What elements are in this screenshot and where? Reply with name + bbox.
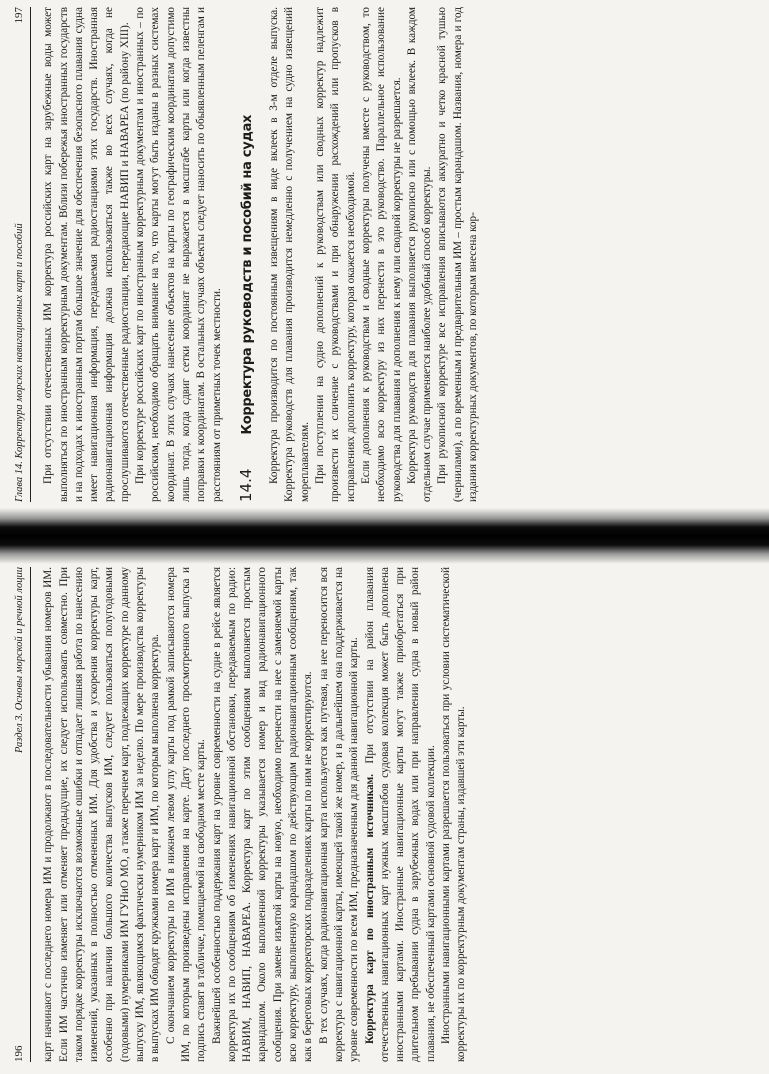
running-title: Глава 14. Корректура морских навигационных карт и пособий [14,223,25,502]
page-196 [12,567,752,1062]
paragraph: Корректура руководств для плавания выполняется рукописно или с помощью вклеек. В каждом отдельном случае применяется наиболее удобный способ корректуры. [405,7,434,502]
page-number: 197 [13,7,25,24]
section-number: 14.4 [236,468,255,502]
paragraph: С окончанием корректуры по ИМ в нижнем левом углу карты под рамкой записываются номера ИМ, по которым произведены исправления на карте. Дату последнего просмотренного выпуска и подпись ставят в табличке, помещаемой на свободном месте карты. [164,567,208,1062]
section-heading [236,7,255,502]
paragraph: В тех случаях, когда радионавигационная карта используется как путевая, на нее переносится вся корректура с навигационной карты, имеющей такой же номер, и в дальнейшем она поддерживается на уровне современности по всем ИМ, предназначенным для данной навигационной карты. [317,567,361,1062]
page-header [12,7,31,502]
paragraph: Корректура производится по постоянным извещениям в виде вклеек в 3-м отделе выпуска. Корректура руководств для плавания производится немедленно с получением на судно извещений мореплавателям. [268,7,311,502]
paragraph: Если дополнения к руководствам и сводные корректуры получены вместе с руководством, то необходимо всю корректуру из них перенести в это руководство. Параллельное использование руководства для плавания и дополнения к нему или сводной корректуры не разрешается. [359,7,403,502]
paragraph: Иностранными навигационными картами разрешается пользоваться при условии систематической корректуры их по корректурным документам страны, издавшей эти карты. [440,567,468,1062]
paragraph: карт начинают с последнего номера ИМ и продолжают в последовательности убывания номеров ИМ. Если ИМ частично изменяет или отменяет предыдущие, их следует использовать совместно. При таком порядке корректуры исключаются возможные ошибки и отпадает лишняя работа по нанесению изменений, указанных в полностью отмененных ИМ. Для удобства и ускорения корректуры карт, особенно при наличии большого количества выпусков ИМ, следует пользоваться полугодовыми (годовыми) нумерниками ИМ ГУНиО МО, а также перечнем карт, подлежащих корректуре по данному выпуску ИМ, являющимся фактически нумерником ИМ за неделю. По мере производства корректуры в выпусках ИМ обводят кружками номера карт и ИМ, по которым выполнена корректура. [42,567,162,1062]
paragraph: При отсутствии отечественных ИМ корректура российских карт на зарубежные воды может выполняться по иностранным корректурным документам. Вблизи побережья иностранных государств и на подходах к иностранным портам большое значение для обеспечения безопасного плавания судна имеет навигационная информация, передаваемая радиостанциями этих государств. Иностранная радионавигационная информация должна использоваться также во всех случаях, когда не прослушиваются отечественные радиостанции, передающие НАВИП и НАВАРЕА (по району XIII). [42,7,131,502]
page-header [12,567,31,1062]
runin-heading: Корректура карт по иностранным источникам. [363,773,376,1044]
section-title: Корректура руководств и пособий на судах [239,114,255,435]
page-197 [12,7,752,502]
paragraph: При поступлении на судно дополнений к руководствам или сводных корректур надлежит произвести их сличение с руководствами и при обнаружении расхождений или пропусков в исправлениях дополнить корректуру, которая окажется необходимой. [314,7,357,502]
paragraph: При корректуре российских карт по иностранным корректурным документам и иностранных – по российским, необходимо обращать внимание на то, что карты могут быть изданы в разных системах координат. В этих случаях нанесение объектов на карты по географическим координатам допустимо лишь тогда, когда сдвиг сетки координат не выражается в масштабе карты или когда известны поправки к координатам. В остальных случаях объекты следует наносить по обыявленным пеленгам и расстояниям от приметных точек местности. [134,7,223,502]
paragraph: Важнейшей особенностью поддержания карт на уровне современности на судне в рейсе является корректура их по сообщениям об изменениях навигационной обстановки, передаваемым по радио: НАВИМ, НАВИП, НАВАРЕА. Корректура карт по этим сообщениям выполняется простым карандашом. Около выполненной корректуры указывается номер и вид радионавигационного сообщения. При замене изъятой карты на новую, необходимо перенести на нее с заменяемой карты всю корректуру, выполненную карандашом по действующим радионавигационным сообщениям, так как в береговых корректорских подразделениях карты по ним не корректируются. [210,567,315,1062]
book-spine [0,508,769,564]
running-title: Раздел 3. Основы морской и речной лоции [14,567,25,753]
paragraph: При рукописной корректуре все исправления вписываются аккуратно и четко красной тушью (чернилами), а по временным и предварительным ИМ – простым карандашом. Названия, номера и год издания корректурных документов, по которым внесена кор- [436,7,480,502]
paragraph-with-runin [363,567,439,1062]
runin-text: При отсутствии на район плавания отечественных навигационных карт нужных масштабов судовая коллекция может быть дополнена иностранными картами. Иностранные навигационные карты могут также приобретаться при длительном пребывании судна в зарубежных водах или при направлении судна в новый район плавания, не обеспеченный картами основной судовой коллекции. [363,567,437,1062]
page-number: 196 [13,1045,25,1062]
